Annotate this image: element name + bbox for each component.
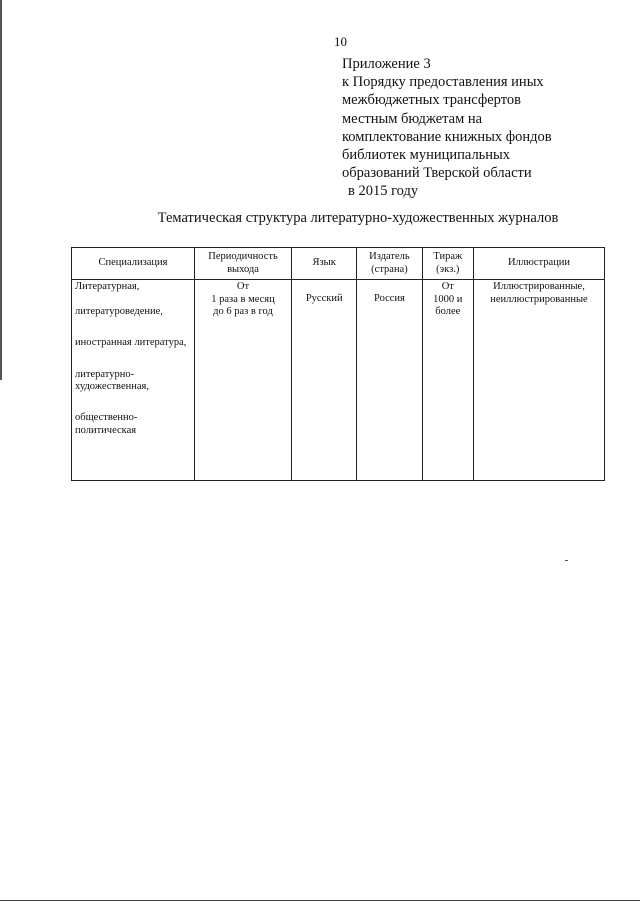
appendix-line: межбюджетных трансфертов	[342, 92, 521, 109]
scan-edge-line	[0, 0, 2, 380]
periodicity-line: От	[236, 281, 250, 292]
appendix-line: образований Тверской области	[342, 165, 532, 182]
appendix-note	[342, 55, 612, 201]
header-periodicity: Периодичность выхода	[194, 248, 291, 280]
periodicity-line: 1 раза в месяц	[211, 293, 275, 305]
header-illustrations: Иллюстрации	[473, 248, 604, 280]
circulation-line: От	[441, 281, 454, 292]
specialization-item: иностранная литература,	[75, 337, 187, 349]
cell-specialization	[72, 280, 195, 481]
illustrations-line: Иллюстрированные,	[493, 281, 585, 292]
appendix-line: в 2015 году	[348, 183, 419, 200]
scan-artifact-mark	[565, 560, 568, 561]
cell-periodicity	[194, 280, 291, 481]
document-title: Тематическая структура литературно-художественных журналов	[157, 210, 559, 226]
table-header-row	[72, 248, 605, 280]
appendix-line: комплектование книжных фондов	[342, 128, 552, 145]
header-publisher: Издатель (страна)	[357, 248, 422, 280]
scan-bottom-edge-line	[0, 900, 640, 901]
cell-publisher: Россия	[357, 280, 422, 481]
specialization-item: литературоведение,	[75, 305, 163, 317]
header-specialization: Специализация	[72, 248, 195, 280]
header-circulation: Тираж (экз.)	[422, 248, 473, 280]
appendix-line: к Порядку предоставления иных	[342, 74, 544, 91]
page-number: 10	[334, 34, 347, 49]
journals-table	[71, 247, 605, 481]
cell-illustrations	[473, 280, 604, 481]
periodicity-line: до 6 раз в год	[213, 306, 273, 318]
header-language: Язык	[292, 248, 357, 280]
appendix-line: Приложение 3	[342, 56, 431, 72]
circulation-line: 1000 и	[433, 293, 463, 305]
appendix-line: местным бюджетам на	[342, 110, 483, 127]
cell-circulation	[422, 280, 473, 481]
table-row	[72, 280, 605, 481]
illustrations-line: неиллюстрированные	[490, 293, 588, 305]
cell-language: Русский	[292, 280, 357, 481]
circulation-line: более	[435, 306, 461, 318]
specialization-item: Литературная,	[75, 281, 140, 292]
appendix-line: библиотек муниципальных	[342, 147, 511, 164]
specialization-item: общественно-политическая	[75, 411, 138, 436]
specialization-item: литературно-художественная,	[75, 368, 149, 393]
